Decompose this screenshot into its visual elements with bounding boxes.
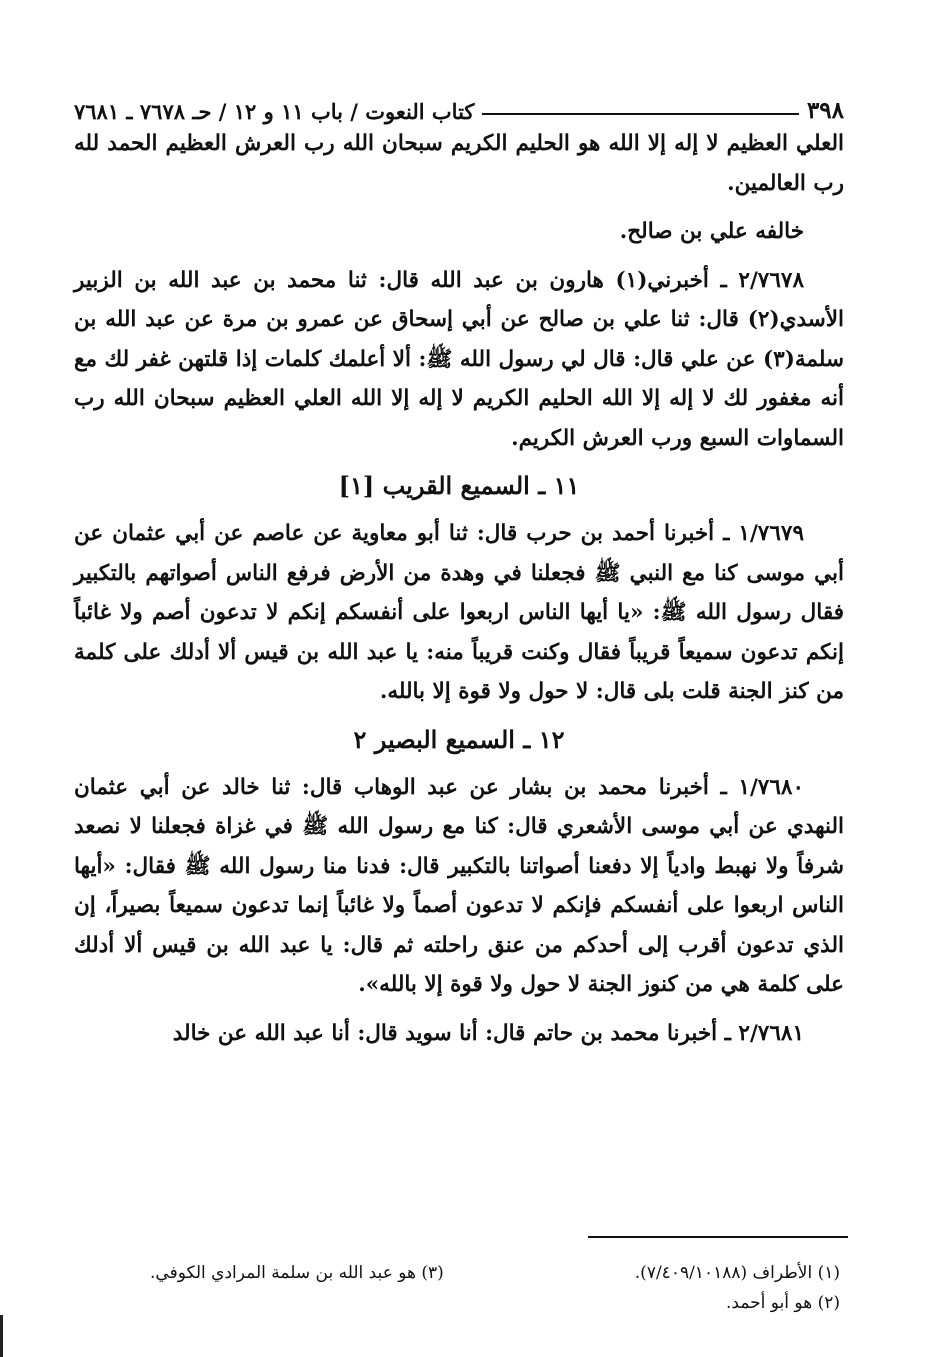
footnote-3: (٣) هو عبد الله بن سلمة المرادي الكوفي. — [150, 1263, 444, 1283]
footnote-1: (١) الأطراف (٧/٤٠٩/١٠١٨٨). — [634, 1263, 840, 1283]
hadith-7678: ٢/٧٦٧٨ ـ أخبرني(١) هارون بن عبد الله قال: ثنا محمد بن عبد الله بن الزبير الأسدي(٢) قال: ثنا علي بن صالح عن أبي إسحاق عن عمرو بن مرة عن عبد الله بن سلمة(٣) عن علي قال: قال لي رسول الله ﷺ: ألا أعلمك كلمات إذا قلتهن غفر لك مع أنه مغفور لك لا إله إلا الله الحليم الكريم لا إله إلا الله العلي العظيم سبحان الله رب السماوات السبع ورب العرش الكريم. — [74, 267, 844, 451]
hadith-7680: ١/٧٦٨٠ ـ أخبرنا محمد بن بشار عن عبد الوهاب قال: ثنا خالد عن أبي عثمان النهدي عن أبي موسى الأشعري قال: كنا مع رسول الله ﷺ في غزاة فجعلنا لا نصعد شرفاً ولا نهبط وادياً إلا دفعنا أصواتنا بالتكبير قال: فدنا منا رسول الله ﷺ فقال: «أيها الناس اربعوا على أنفسكم فإنكم لا تدعون أصماً ولا غائباً إنما تدعون سميعاً بصيراً، إن الذي تدعون أقرب إلى أحدكم من عنق راحلته ثم قال: يا عبد الله بن قيس ألا أدلك على كلمة هي من كنوز الجنة لا حول ولا قوة إلا بالله». — [74, 774, 844, 997]
scan-edge-mark — [0, 1315, 3, 1357]
section-heading-12: ١٢ ـ السميع البصير ٢ — [353, 724, 565, 754]
paragraph-continuation: العلي العظيم لا إله إلا الله هو الحليم الكريم سبحان الله رب العرش العظيم الحمد لله رب العالمين. — [74, 131, 844, 196]
page-header — [74, 84, 844, 124]
header-rule — [482, 113, 799, 115]
section-heading-11: ١١ ـ السميع القريب [١] — [338, 471, 580, 500]
footnotes — [150, 1258, 840, 1318]
hadith-7679: ١/٧٦٧٩ ـ أخبرنا أحمد بن حرب قال: ثنا أبو معاوية عن عاصم عن أبي عثمان عن أبي موسى كنا مع النبي ﷺ فجعلنا في وهدة من الأرض فرفع الناس أصواتهم بالتكبير فقال رسول الله ﷺ: «يا أيها الناس اربعوا على أنفسكم إنكم لا تدعون أصم ولا غائباً إنكم تدعون سميعاً قريباً فقال وكنت قريباً منه: يا عبد الله بن قيس ألا أدلك على كلمة من كنز الجنة قلت بلى قال: لا حول ولا قوة إلا بالله. — [74, 521, 844, 704]
main-text — [74, 124, 844, 1053]
hadith-7681: ٢/٧٦٨١ ـ أخبرنا محمد بن حاتم قال: أنا سويد قال: أنا عبد الله عن خالد — [172, 1020, 804, 1046]
running-title: كتاب النعوت / باب ١١ و ١٢ / حـ ٧٦٧٨ ـ ٧٦٨١ — [74, 99, 475, 124]
footnote-2: (٢) هو أبو أحمد. — [726, 1293, 840, 1313]
page-number: ٣٩٨ — [806, 97, 844, 124]
paragraph-note: خالفه علي بن صالح. — [619, 219, 804, 244]
footnote-divider — [588, 1236, 848, 1238]
